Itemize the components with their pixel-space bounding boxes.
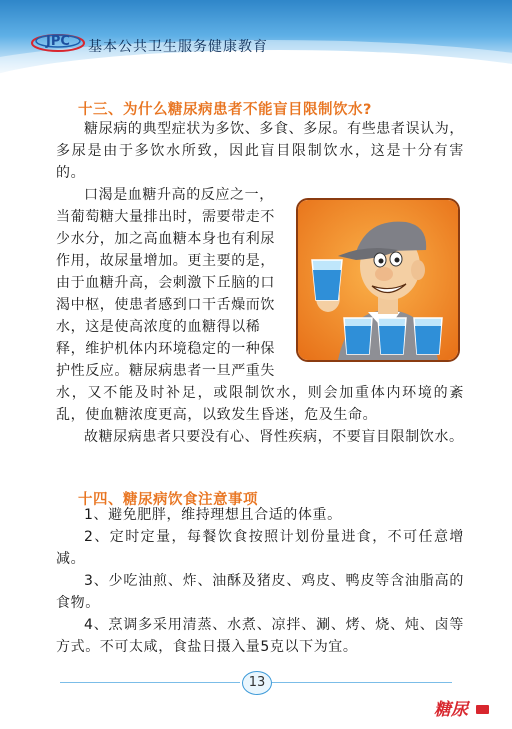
p2-line: 水，这是使高浓度的血糖得以稀 bbox=[56, 319, 261, 335]
org-title: 基本公共卫生服务健康教育 bbox=[88, 39, 268, 55]
section-14-title: 十四、糖尿病饮食注意事项 bbox=[78, 492, 258, 508]
diet-item-2: 2、定时定量，每餐饮食按照计划份量进食，不可任意增减。 bbox=[56, 529, 464, 567]
brand-mark-text: 糖尿 bbox=[434, 700, 468, 720]
diet-item-1: 1、避免肥胖，维持理想且合适的体重。 bbox=[84, 507, 342, 523]
section-13-paragraph-1: 糖尿病的典型症状为多饮、多食、多尿。有些患者误认为，多尿是由于多饮水所致，因此盲目限制饮水，这是十分有害的。 bbox=[56, 121, 464, 181]
jpc-logo-icon bbox=[30, 28, 86, 54]
p2-line: 护性反应。糖尿病患者一旦严重失 bbox=[56, 363, 275, 379]
p2-line: 口渴是血糖升高的反应之一， bbox=[84, 187, 274, 203]
diet-item-4: 4、烹调多采用清蒸、水煮、凉拌、涮、烤、烧、炖、卤等方式。不可太咸，食盐日摄入量5克以下为宜。 bbox=[56, 617, 464, 655]
man-holding-water-glass-icon bbox=[296, 198, 460, 362]
p2-line: 作用，故尿量增加。更主要的是， bbox=[56, 253, 275, 269]
section-13-paragraph-3: 故糖尿病患者只要没有心、肾性疾病，不要盲目限制饮水。 bbox=[84, 429, 464, 445]
p2-line: 当葡萄糖大量排出时，需要带走不 bbox=[56, 209, 275, 225]
logo-text: JPC bbox=[46, 34, 70, 49]
p2-line: 由于血糖升高，会刺激下丘脑的口 bbox=[56, 275, 275, 291]
p2-line: 渴中枢，使患者感到口干舌燥而饮 bbox=[56, 297, 275, 313]
p2-line: 释，维护机体内环境稳定的一种保 bbox=[56, 341, 275, 357]
section-13-paragraph-2-tail: 水，又不能及时补足，或限制饮水，则会加重体内环境的紊乱，使血糖浓度更高，以致发生昏迷，危及生命。 bbox=[56, 385, 464, 423]
brand-signature-icon bbox=[432, 695, 492, 721]
p2-line: 少水分，加之高血糖本身也有利尿 bbox=[56, 231, 275, 247]
diet-item-3: 3、少吃油煎、炸、油酥及猪皮、鸡皮、鸭皮等含油脂高的食物。 bbox=[56, 573, 464, 611]
page-number: 13 bbox=[242, 671, 272, 695]
section-13-paragraph-2-wrapped bbox=[56, 184, 296, 382]
section-13-title: 十三、为什么糖尿病患者不能盲目限制饮水? bbox=[78, 102, 372, 118]
